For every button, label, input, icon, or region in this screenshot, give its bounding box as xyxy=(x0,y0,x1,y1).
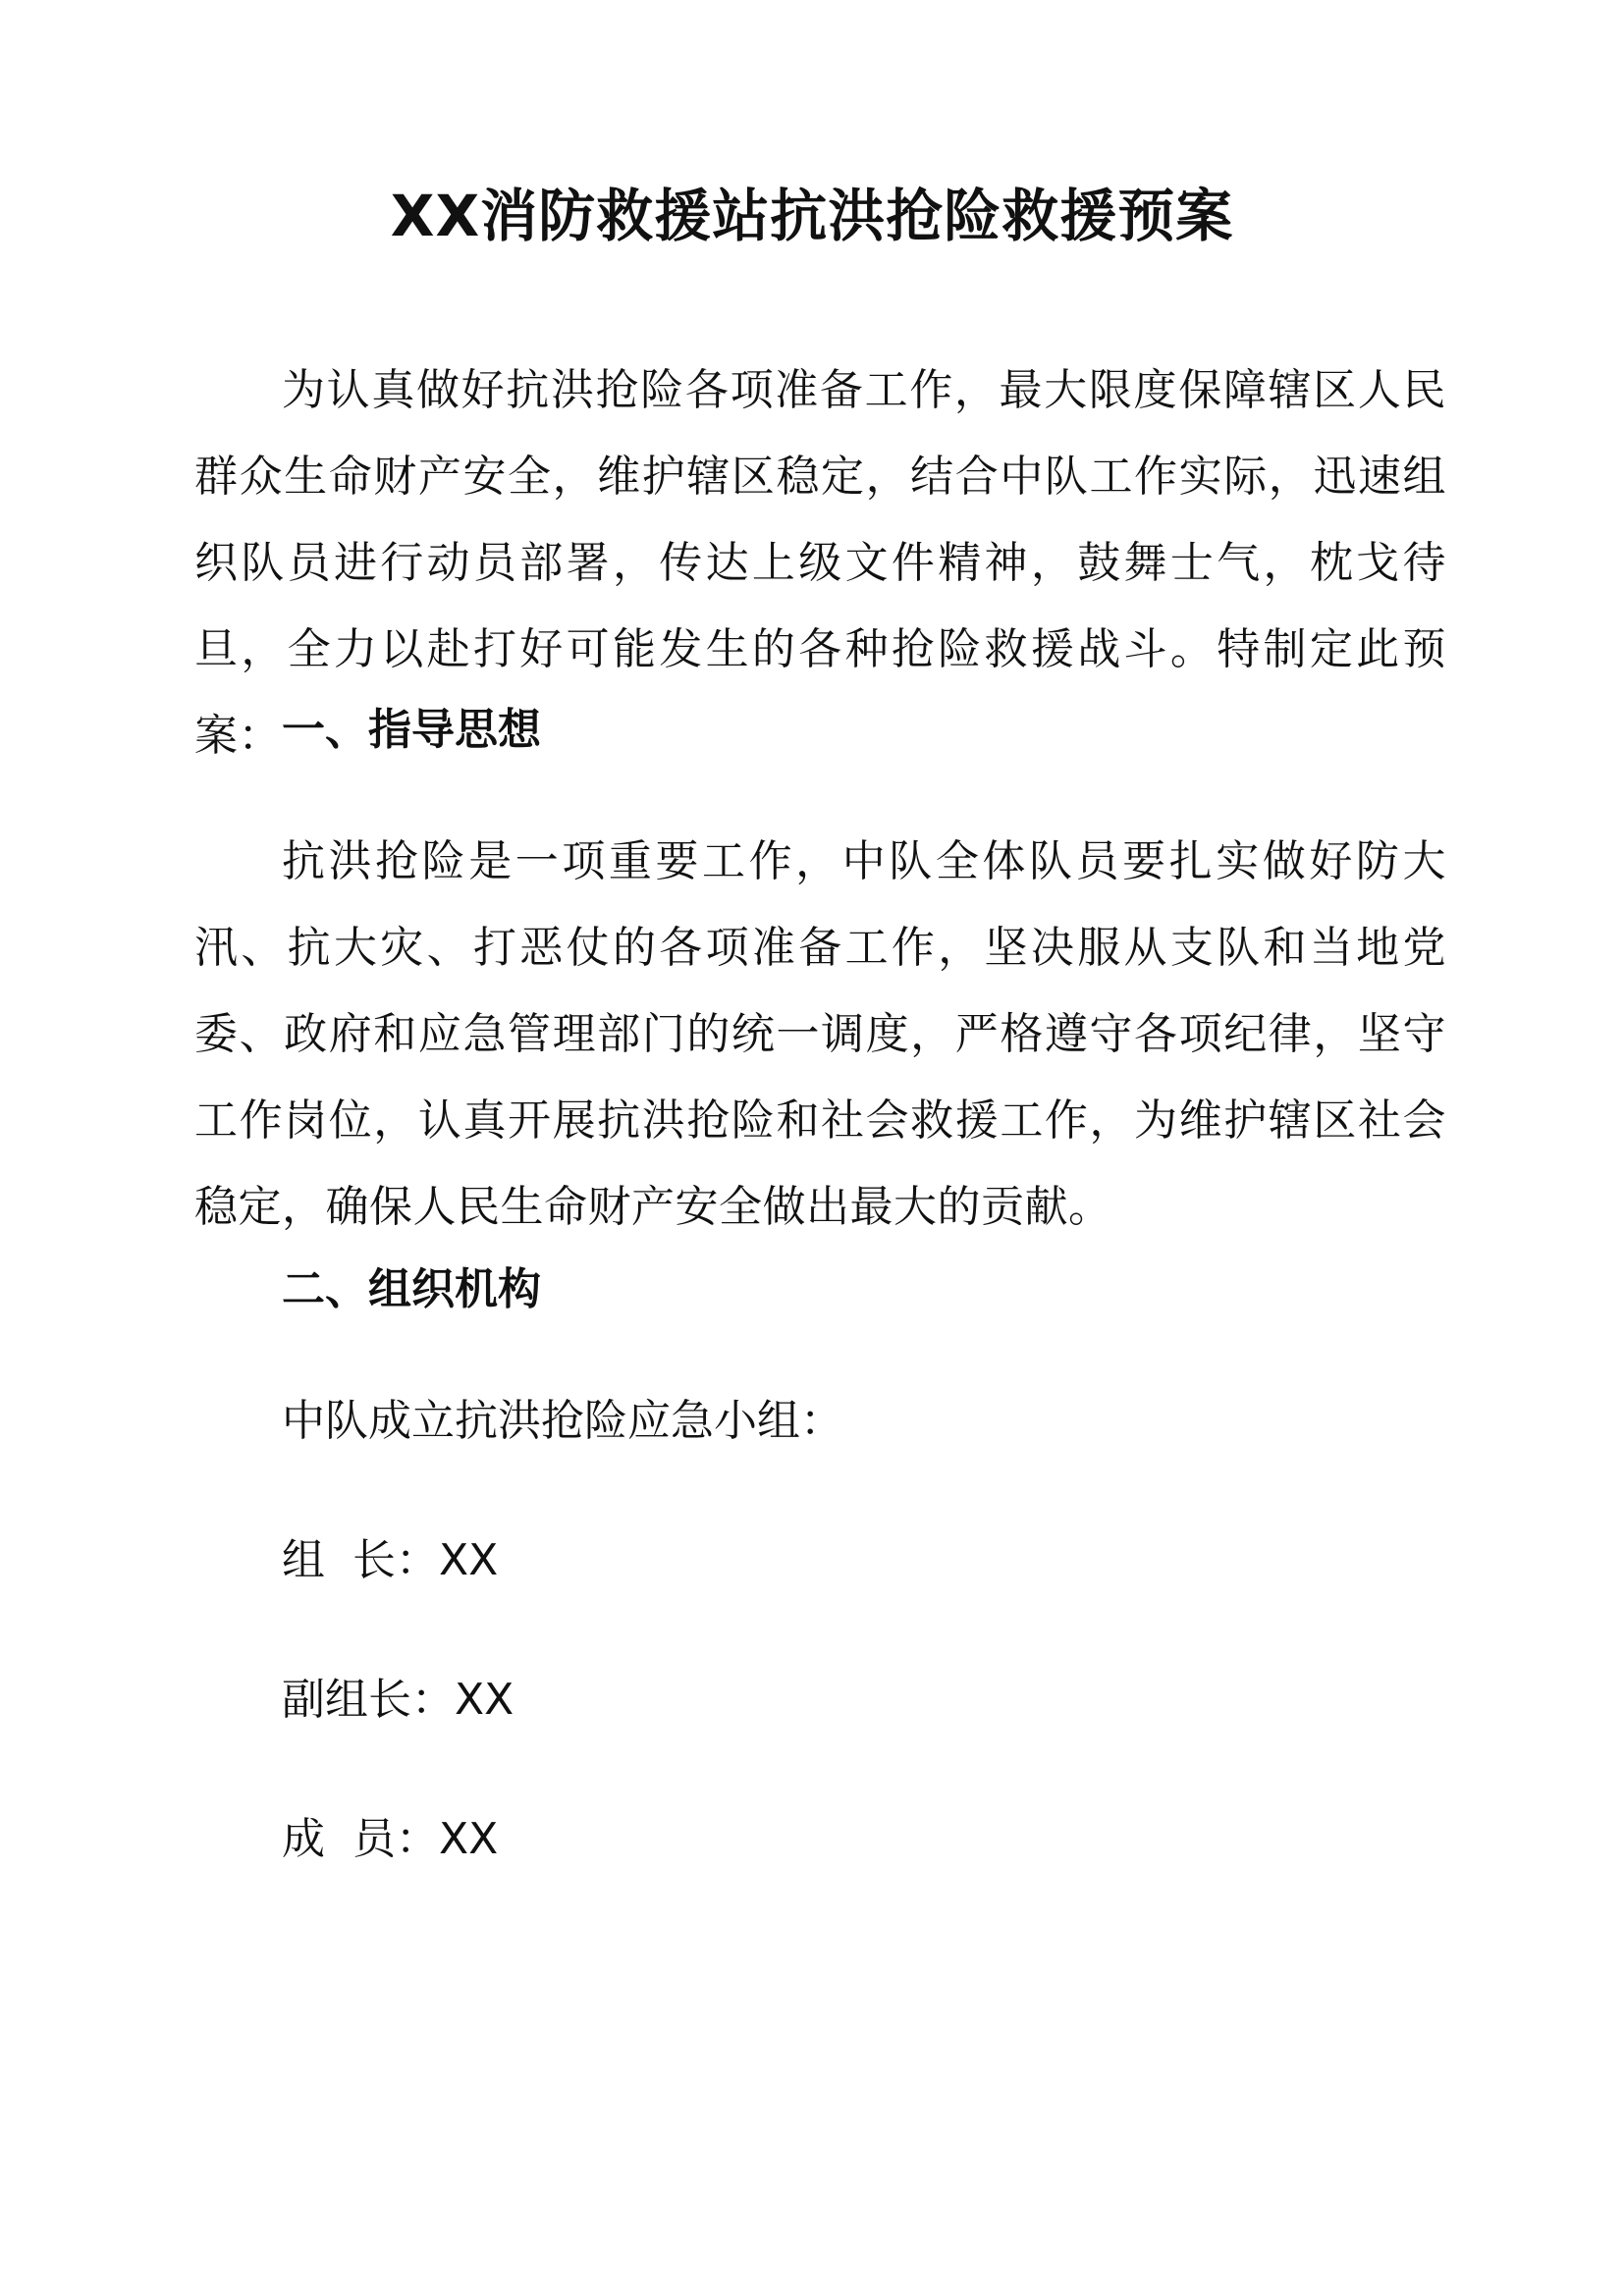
members-line: 成 员：XX xyxy=(282,1814,499,1864)
document-title: XX消防救援站抗洪抢险救援预案 xyxy=(390,183,1234,249)
section-heading-organization: 二、组织机构 xyxy=(282,1264,541,1314)
deputy-leader-line: 副组长：XX xyxy=(282,1675,514,1725)
group-leader-line: 组 长：XX xyxy=(282,1535,499,1585)
section-heading-guiding-ideology: 一、指导思想 xyxy=(282,705,541,755)
group-intro-line: 中队成立抗洪抢险应急小组： xyxy=(282,1396,843,1446)
intro-paragraph: 为认真做好抗洪抢险各项准备工作，最大限度保障辖区人民群众生命财产安全，维护辖区稳定，结合中队工作实际，迅速组织队员进行动员部署，传达上级文件精神，鼓舞士气，枕戈待旦，全力以赴打好可能发生的各种抢险救援战斗。特制定此预案： xyxy=(194,365,1446,761)
guiding-ideology-paragraph: 抗洪抢险是一项重要工作，中队全体队员要扎实做好防大汛、抗大灾、打恶仗的各项准备工作，坚决服从支队和当地党委、政府和应急管理部门的统一调度，严格遵守各项纪律，坚守工作岗位，认真开展抗洪抢险和社会救援工作，为维护辖区社会稳定，确保人民生命财产安全做出最大的贡献。 xyxy=(194,836,1446,1232)
